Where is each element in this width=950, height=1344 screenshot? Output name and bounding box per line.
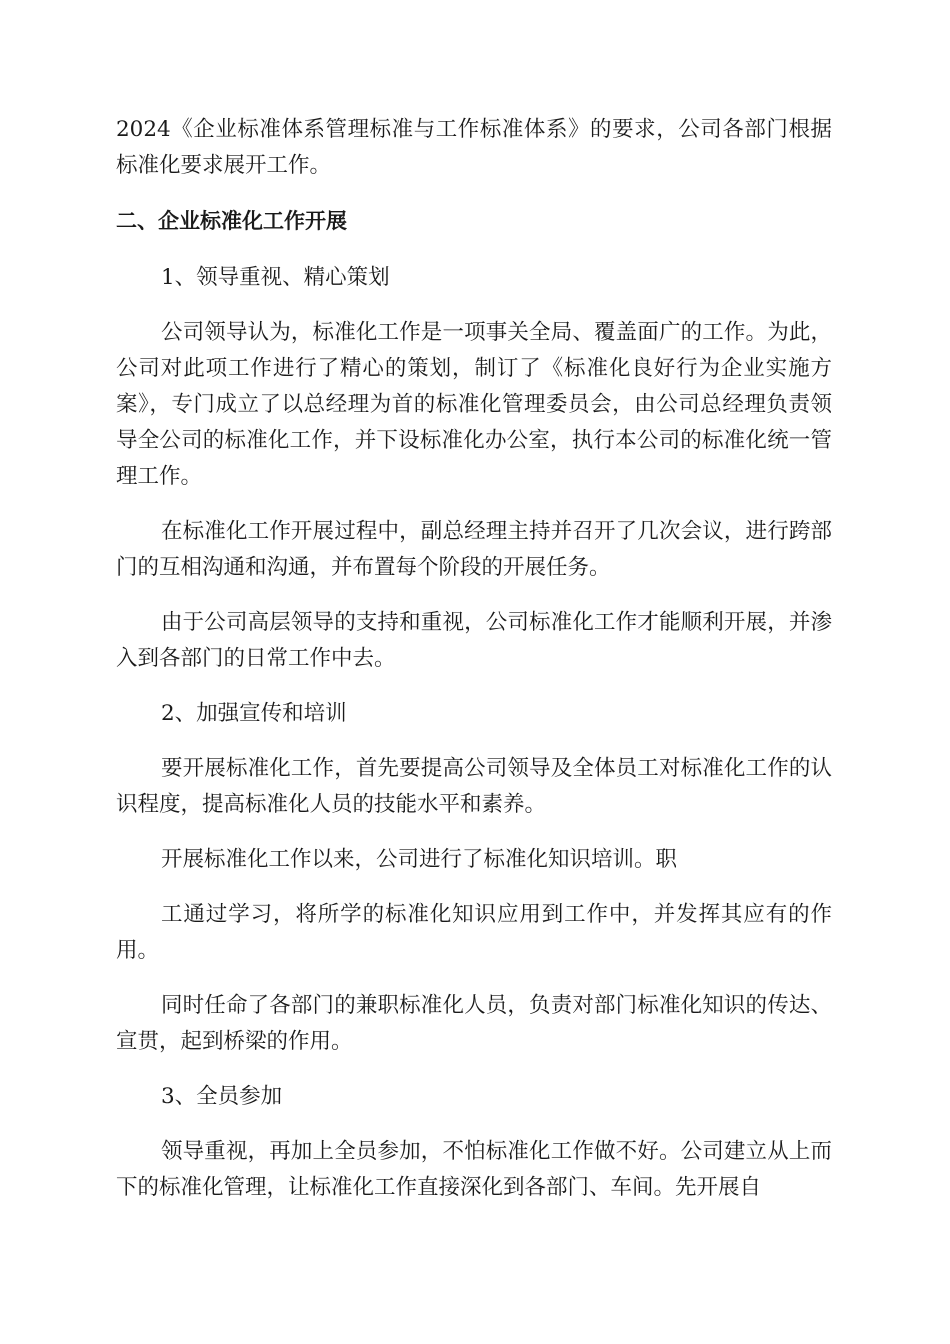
document-page	[116, 112, 832, 1225]
paragraph-leadership: 公司领导认为，标准化工作是一项事关全局、覆盖面广的工作。为此，公司对此项工作进行了精心的策划，制订了《标准化良好行为企业实施方案》，专门成立了以总经理为首的标准化管理委员会，由公司总经理负责领导全公司的标准化工作，并下设标准化办公室，执行本公司的标准化统一管理工作。	[116, 320, 832, 489]
paragraph-parttime-staff: 同时任命了各部门的兼职标准化人员，负责对部门标准化知识的传达、宣贯，起到桥梁的作用。	[116, 993, 832, 1054]
paragraph-application: 工通过学习，将所学的标准化知识应用到工作中，并发挥其应有的作用。	[116, 902, 832, 963]
paragraph-support: 由于公司高层领导的支持和重视，公司标准化工作才能顺利开展，并渗入到各部门的日常工作中去。	[116, 610, 832, 671]
paragraph-intro: 2024《企业标准体系管理标准与工作标准体系》的要求，公司各部门根据标准化要求展开工作。	[116, 117, 832, 178]
paragraph-participation: 领导重视，再加上全员参加，不怕标准化工作做不好。公司建立从上而下的标准化管理，让标准化工作直接深化到各部门、车间。先开展自	[116, 1139, 832, 1200]
subheading-1: 1、领导重视、精心策划	[161, 265, 390, 290]
subheading-3: 3、全员参加	[161, 1084, 283, 1109]
paragraph-meetings: 在标准化工作开展过程中，副总经理主持并召开了几次会议，进行跨部门的互相沟通和沟通，并布置每个阶段的开展任务。	[116, 519, 832, 580]
section-heading: 二、企业标准化工作开展	[116, 209, 347, 233]
paragraph-training: 开展标准化工作以来，公司进行了标准化知识培训。职	[161, 847, 678, 872]
paragraph-awareness: 要开展标准化工作，首先要提高公司领导及全体员工对标准化工作的认识程度，提高标准化人员的技能水平和素养。	[116, 756, 832, 817]
subheading-2: 2、加强宣传和培训	[161, 701, 347, 726]
